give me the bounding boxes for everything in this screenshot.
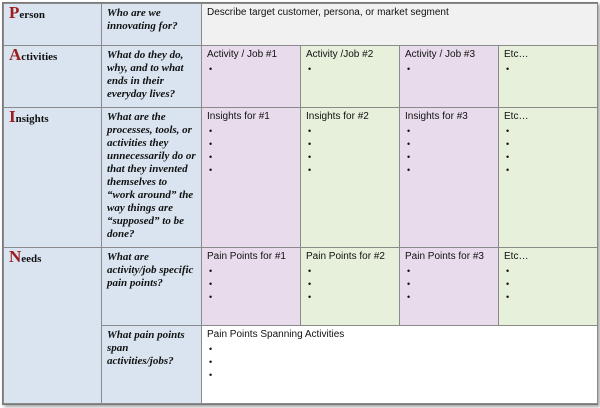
insights-label-rest: nsights bbox=[15, 113, 49, 125]
insights-initial: I bbox=[9, 107, 16, 126]
bullet-item: • bbox=[407, 279, 411, 289]
bullet-item: • bbox=[506, 139, 510, 149]
activities-question: What do they do, why, and to what ends in their everyday lives? bbox=[107, 49, 184, 100]
insights-question: What are the processes, tools, or activities they unnecessarily do or that they invented themselves to “work around” the way things are “supposed” to be done? bbox=[107, 111, 196, 240]
person-label-cell bbox=[4, 4, 102, 46]
bullet-item: • bbox=[308, 279, 312, 289]
person-row bbox=[4, 4, 598, 46]
activities-question-cell bbox=[102, 46, 202, 108]
activity-cell-2 bbox=[301, 46, 400, 108]
bullet-item: • bbox=[209, 370, 213, 380]
bullet-item: • bbox=[407, 266, 411, 276]
person-description: Describe target customer, persona, or market segment bbox=[207, 7, 449, 18]
activities-label bbox=[9, 45, 58, 64]
person-initial: P bbox=[9, 3, 20, 22]
bullet-item: • bbox=[506, 126, 510, 136]
activity-title-1: Activity / Job #1 bbox=[207, 49, 278, 60]
activity-title-2: Activity /Job #2 bbox=[306, 49, 374, 60]
spanning-question: What pain points span activities/jobs? bbox=[107, 329, 185, 367]
insights-title-1: Insights for #1 bbox=[207, 111, 270, 122]
needs-cell-1 bbox=[202, 248, 301, 326]
activities-initial: A bbox=[9, 45, 22, 64]
insights-title-2: Insights for #2 bbox=[306, 111, 369, 122]
bullet-item: • bbox=[407, 64, 411, 74]
bullet-item: • bbox=[209, 165, 213, 175]
activity-cell-3 bbox=[400, 46, 499, 108]
bullet-item: • bbox=[209, 357, 213, 367]
needs-title-2: Pain Points for #2 bbox=[306, 251, 385, 262]
person-question: Who are we innovating for? bbox=[107, 7, 178, 32]
needs-cell-2 bbox=[301, 248, 400, 326]
insights-title-etc: Etc… bbox=[504, 111, 529, 122]
person-label bbox=[9, 3, 46, 22]
bullet-item: • bbox=[506, 292, 510, 302]
bullet-item: • bbox=[308, 152, 312, 162]
spanning-question-cell bbox=[102, 326, 202, 404]
insights-cell-3 bbox=[400, 108, 499, 248]
bullet-item: • bbox=[209, 126, 213, 136]
bullet-item: • bbox=[308, 64, 312, 74]
insights-title-3: Insights for #3 bbox=[405, 111, 468, 122]
activity-cell-etc bbox=[499, 46, 598, 108]
insights-label-cell bbox=[4, 108, 102, 248]
bullet-item: • bbox=[209, 266, 213, 276]
spanning-title: Pain Points Spanning Activities bbox=[207, 329, 345, 340]
bullet-item: • bbox=[209, 152, 213, 162]
bullet-item: • bbox=[209, 292, 213, 302]
person-label-rest: erson bbox=[19, 9, 46, 21]
bullet-item: • bbox=[308, 266, 312, 276]
bullet-item: • bbox=[308, 139, 312, 149]
bullet-item: • bbox=[506, 279, 510, 289]
bullet-item: • bbox=[506, 64, 510, 74]
bullet-item: • bbox=[308, 165, 312, 175]
needs-label bbox=[9, 247, 42, 266]
insights-label bbox=[9, 107, 49, 126]
activity-title-etc: Etc… bbox=[504, 49, 529, 60]
needs-title-3: Pain Points for #3 bbox=[405, 251, 484, 262]
bullet-item: • bbox=[407, 152, 411, 162]
bullet-item: • bbox=[308, 292, 312, 302]
needs-title-1: Pain Points for #1 bbox=[207, 251, 286, 262]
person-description-cell bbox=[202, 4, 598, 46]
insights-row bbox=[4, 108, 598, 248]
needs-cell-3 bbox=[400, 248, 499, 326]
activities-label-cell bbox=[4, 46, 102, 108]
needs-label-cell bbox=[4, 248, 102, 404]
activities-label-rest: ctivities bbox=[21, 51, 58, 63]
bullet-item: • bbox=[506, 266, 510, 276]
bullet-item: • bbox=[308, 126, 312, 136]
insights-cell-2 bbox=[301, 108, 400, 248]
activity-title-3: Activity / Job #3 bbox=[405, 49, 476, 60]
bullet-item: • bbox=[407, 139, 411, 149]
insights-cell-1 bbox=[202, 108, 301, 248]
needs-row bbox=[4, 248, 598, 326]
insights-question-cell bbox=[102, 108, 202, 248]
bullet-item: • bbox=[506, 152, 510, 162]
needs-question-cell bbox=[102, 248, 202, 326]
bullet-item: • bbox=[209, 64, 213, 74]
bullet-item: • bbox=[407, 126, 411, 136]
needs-label-rest: eeds bbox=[21, 253, 42, 265]
person-question-cell bbox=[102, 4, 202, 46]
spanning-cell bbox=[202, 326, 598, 404]
bullet-item: • bbox=[209, 139, 213, 149]
activities-row bbox=[4, 46, 598, 108]
insights-cell-etc bbox=[499, 108, 598, 248]
bullet-item: • bbox=[407, 292, 411, 302]
needs-cell-etc bbox=[499, 248, 598, 326]
needs-question: What are activity/job specific pain points? bbox=[107, 251, 194, 289]
persona-table bbox=[3, 3, 598, 404]
persona-canvas bbox=[2, 2, 598, 405]
activity-cell-1 bbox=[202, 46, 301, 108]
bullet-item: • bbox=[209, 279, 213, 289]
bullet-item: • bbox=[209, 344, 213, 354]
bullet-item: • bbox=[407, 165, 411, 175]
bullet-item: • bbox=[506, 165, 510, 175]
needs-initial: N bbox=[9, 247, 22, 266]
needs-title-etc: Etc… bbox=[504, 251, 529, 262]
